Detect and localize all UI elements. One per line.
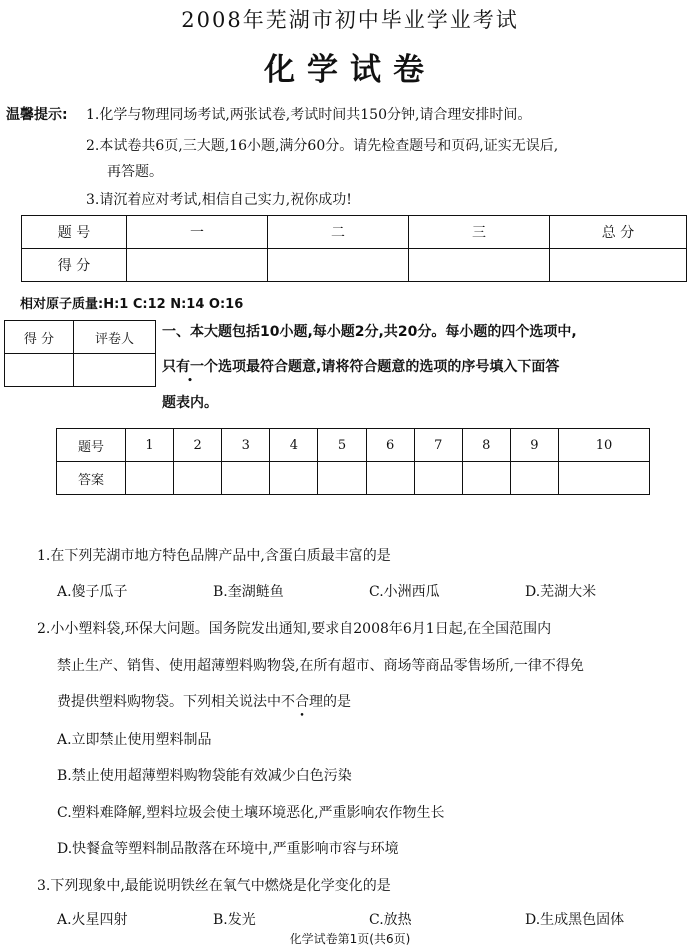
table-cell: 得 分 (5, 321, 74, 354)
question-1-stem: 1.在下列芜湖市地方特色品牌产品中,含蛋白质最丰富的是 (37, 548, 391, 564)
question-2-option-a: A.立即禁止使用塑料制品 (57, 732, 212, 748)
section-1-instruction: 一、本大题包括10小题,每小题2分,共20分。每小题的四个选项中, (162, 324, 577, 340)
question-1-option-b: B.奎湖鲢鱼 (213, 584, 284, 600)
notice-line-3: 3.请沉着应对考试,相信自己实力,祝你成功! (86, 192, 352, 208)
question-3-option-c: C.放热 (369, 912, 412, 928)
table-cell: 6 (366, 429, 414, 462)
stem-text: 费提供塑料购物袋。下列相关说法中 (57, 694, 281, 710)
page-footer: 化学试卷第1页(共6页) (289, 932, 411, 946)
question-3-option-b: B.发光 (213, 912, 256, 928)
table-cell: 4 (270, 429, 318, 462)
question-3-option-a: A.火星四射 (57, 912, 128, 928)
grader-table (4, 320, 156, 387)
document-title: 化学试卷 (264, 52, 436, 88)
table-cell: 得 分 (22, 249, 127, 282)
notice-line-2: 2.本试卷共6页,三大题,16小题,满分60分。请先检查题号和页码,证实无误后, (86, 138, 559, 154)
question-2-option-b: B.禁止使用超薄塑料购物袋能有效减少白色污染 (57, 768, 352, 784)
score-input-cell[interactable] (268, 249, 409, 282)
notice-line-1: 1.化学与物理同场考试,两张试卷,考试时间共150分钟,请合理安排时间。 (86, 107, 532, 123)
table-row (5, 321, 156, 354)
table-cell: 评卷人 (74, 321, 156, 354)
table-cell: 总 分 (550, 216, 687, 249)
question-2-stem-line-1: 2.小小塑料袋,环保大问题。国务院发出通知,要求自2008年6月1日起,在全国范围内 (37, 621, 552, 637)
question-2-stem-line-3 (57, 691, 351, 711)
score-input-cell[interactable] (5, 354, 74, 387)
table-cell: 题 号 (22, 216, 127, 249)
emphasis-text: 不合理 (281, 694, 323, 710)
answer-input-cell[interactable] (414, 462, 462, 495)
notice-line-2-continued: 再答题。 (107, 164, 163, 180)
table-cell: 8 (462, 429, 510, 462)
instruction-text: 选项最符合题意,请将符合题意的选项的序号填入下面答 (218, 359, 560, 375)
answer-input-cell[interactable] (510, 462, 558, 495)
question-2-option-c: C.塑料难降解,塑料垃圾会使土壤环境恶化,严重影响农作物生长 (57, 805, 445, 821)
table-cell: 5 (318, 429, 366, 462)
notice-label: 温馨提示: (6, 107, 68, 123)
answer-input-cell[interactable] (270, 462, 318, 495)
score-summary-table (21, 215, 687, 282)
question-3-option-d: D.生成黑色固体 (525, 912, 625, 928)
table-cell: 10 (558, 429, 649, 462)
question-1-option-d: D.芜湖大米 (525, 584, 597, 600)
answer-input-cell[interactable] (462, 462, 510, 495)
answer-table (56, 428, 650, 495)
question-2-stem-line-2: 禁止生产、销售、使用超薄塑料购物袋,在所有超市、商场等商品零售场所,一律不得免 (57, 658, 584, 674)
table-cell: 7 (414, 429, 462, 462)
answer-input-cell[interactable] (126, 462, 174, 495)
table-row (22, 249, 687, 282)
answer-input-cell[interactable] (222, 462, 270, 495)
table-cell: 三 (409, 216, 550, 249)
table-cell: 3 (222, 429, 270, 462)
score-input-cell[interactable] (409, 249, 550, 282)
answer-input-cell[interactable] (366, 462, 414, 495)
answer-input-cell[interactable] (318, 462, 366, 495)
table-row (22, 216, 687, 249)
table-cell: 1 (126, 429, 174, 462)
grader-input-cell[interactable] (74, 354, 156, 387)
section-1-instruction-2 (162, 356, 559, 376)
table-cell: 答案 (57, 462, 126, 495)
score-input-cell[interactable] (550, 249, 687, 282)
stem-text: 的是 (323, 694, 351, 710)
table-cell: 二 (268, 216, 409, 249)
question-3-stem: 3.下列现象中,最能说明铁丝在氧气中燃烧是化学变化的是 (37, 878, 391, 894)
table-cell: 一 (127, 216, 268, 249)
question-1-option-a: A.傻子瓜子 (57, 584, 128, 600)
answer-input-cell[interactable] (558, 462, 649, 495)
table-row (5, 354, 156, 387)
exam-title: 2008年芜湖市初中毕业学业考试 (181, 8, 519, 32)
table-row (57, 429, 650, 462)
emphasis-text: 只有一个 (162, 359, 218, 375)
atomic-mass-line: 相对原子质量:H:1 C:12 N:14 O:16 (20, 297, 244, 312)
table-row (57, 462, 650, 495)
question-1-option-c: C.小洲西瓜 (369, 584, 440, 600)
table-cell: 题号 (57, 429, 126, 462)
question-2-option-d: D.快餐盒等塑料制品散落在环境中,严重影响市容与环境 (57, 841, 399, 857)
section-1-instruction-3: 题表内。 (162, 395, 218, 411)
score-input-cell[interactable] (127, 249, 268, 282)
table-cell: 9 (510, 429, 558, 462)
table-cell: 2 (174, 429, 222, 462)
answer-input-cell[interactable] (174, 462, 222, 495)
